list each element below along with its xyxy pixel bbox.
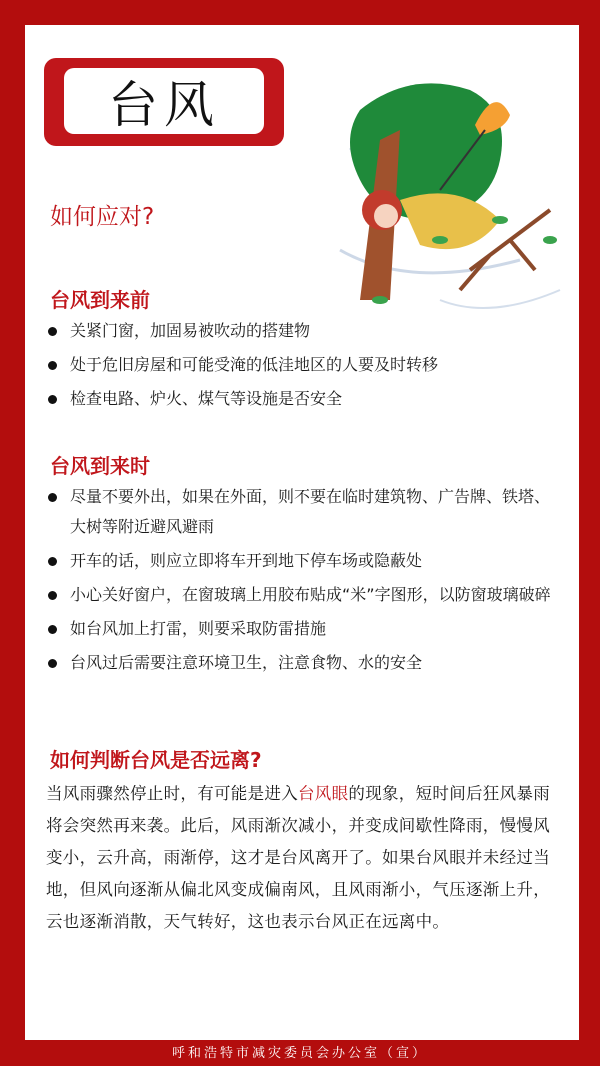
list-item: 小心关好窗户，在窗玻璃上用胶布贴成“米”字图形，以防窗玻璃破碎 (46, 580, 556, 610)
para-text-post: 的现象，短时间后狂风暴雨将会突然再来袭。此后，风雨渐次减小，并变成间歇性降雨，慢慢风变小，云升高，雨渐停，这才是台风离开了。如果台风眼并未经过当地，但风向逐渐从偏北风变成偏南风，且风雨渐小，气压逐渐上升，云也逐渐消散，天气转好，这也表示台风正在远离中。 (46, 784, 551, 931)
page-title: 台风 (64, 68, 264, 134)
list-item: 检查电路、炉火、煤气等设施是否安全 (46, 384, 556, 414)
far-paragraph (46, 778, 558, 938)
list-item: 台风过后需要注意环境卫生，注意食物、水的安全 (46, 648, 556, 678)
heading-far: 如何判断台风是否远离? (50, 748, 262, 772)
title-banner (44, 58, 284, 146)
section-heading-how: 如何应对? (50, 204, 155, 230)
list-item: 关紧门窗，加固易被吹动的搭建物 (46, 316, 556, 346)
list-before (46, 316, 556, 418)
list-item: 如台风加上打雷，则要采取防雷措施 (46, 614, 556, 644)
list-item: 处于危旧房屋和可能受淹的低洼地区的人要及时转移 (46, 350, 556, 380)
list-item: 尽量不要外出，如果在外面，则不要在临时建筑物、广告牌、铁塔、大树等附近避风避雨 (46, 482, 556, 542)
heading-before: 台风到来前 (50, 288, 150, 312)
heading-during: 台风到来时 (50, 454, 150, 478)
storm-illustration (320, 70, 580, 340)
list-item: 开车的话，则应立即将车开到地下停车场或隐蔽处 (46, 546, 556, 576)
footer-credit: 呼和浩特市减灾委员会办公室（宣） (171, 1046, 428, 1061)
para-text-pre: 当风雨骤然停止时，有可能是进入 (46, 784, 298, 803)
typhoon-eye-highlight: 台风眼 (298, 784, 349, 803)
list-during (46, 482, 556, 682)
